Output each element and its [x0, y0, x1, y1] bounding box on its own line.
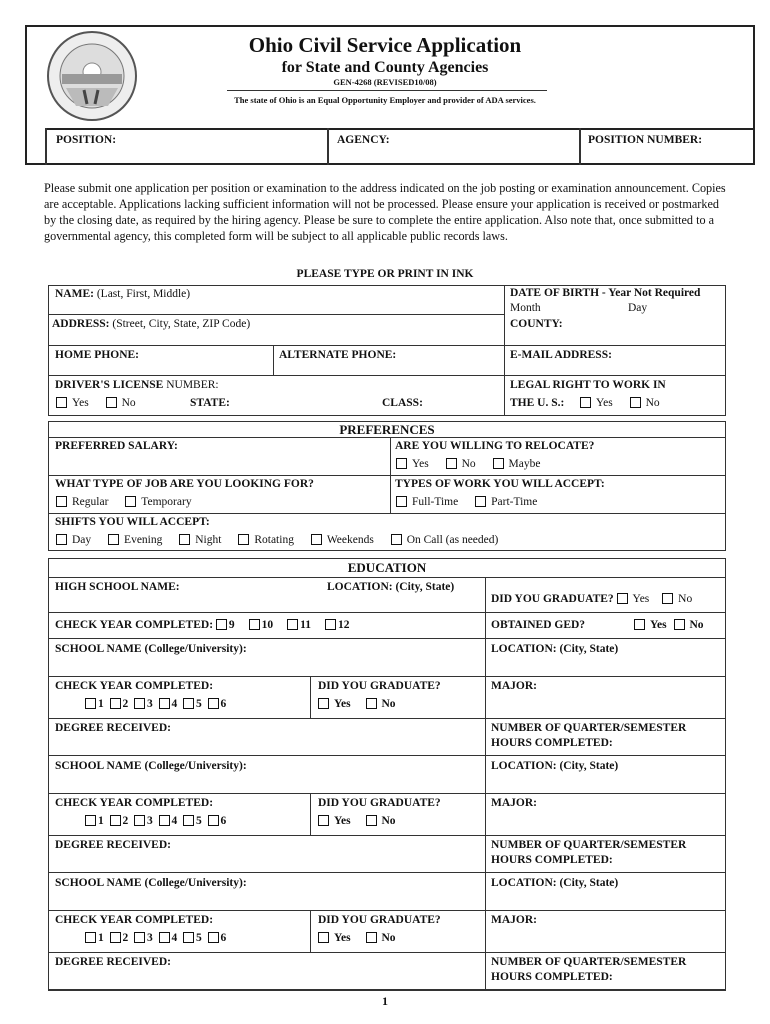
legal-right-label-1: LEGAL RIGHT TO WORK IN: [510, 379, 666, 391]
year-3-option[interactable]: [134, 815, 153, 827]
option-label: 5: [196, 698, 202, 710]
checkbox[interactable]: [318, 932, 329, 943]
license-yes-option[interactable]: [56, 397, 89, 409]
year-6-option[interactable]: [208, 932, 227, 944]
hs-year-11-option[interactable]: [287, 619, 311, 631]
license-label: [55, 379, 219, 391]
option-label: 2: [122, 815, 129, 827]
checkbox[interactable]: [108, 534, 119, 545]
option-label: Yes: [650, 619, 667, 631]
option-label: No: [381, 815, 396, 827]
college-school-label: SCHOOL NAME (College/University):: [55, 877, 247, 889]
checkbox[interactable]: [56, 397, 67, 408]
legal-right-yes-option[interactable]: [580, 397, 613, 409]
year-4-option[interactable]: [159, 698, 178, 710]
college-graduate-label: DID YOU GRADUATE?: [318, 680, 441, 692]
year-6-option[interactable]: [208, 698, 227, 710]
graduate-yes-option[interactable]: [318, 815, 351, 827]
ohio-seal-logo: [46, 30, 138, 122]
option-label: No: [381, 698, 396, 710]
option-label: Temporary: [141, 496, 192, 508]
option-label: On Call (as needed): [406, 534, 499, 546]
shift-evening-option[interactable]: [108, 534, 162, 546]
option-label: Maybe: [508, 458, 541, 470]
checkbox[interactable]: [396, 496, 407, 507]
checkbox[interactable]: [238, 534, 249, 545]
checkbox[interactable]: [208, 932, 219, 943]
college-graduate-options: [318, 815, 396, 827]
graduate-yes-option[interactable]: [318, 932, 351, 944]
license-no-option[interactable]: [106, 397, 136, 409]
license-options: [56, 397, 150, 409]
graduate-yes-option[interactable]: [318, 698, 351, 710]
header-rule: [227, 90, 547, 91]
checkbox[interactable]: [183, 698, 194, 709]
option-label: Yes: [334, 698, 351, 710]
dob-month-label: Month: [510, 302, 541, 314]
position-label: POSITION:: [56, 134, 117, 146]
work-type-full-time-option[interactable]: [396, 496, 458, 508]
option-label: No: [461, 458, 476, 470]
option-label: 2: [122, 698, 129, 710]
year-1-option[interactable]: [85, 698, 104, 710]
job-type-label: WHAT TYPE OF JOB ARE YOU LOOKING FOR?: [55, 478, 314, 490]
legal-right-options: [580, 397, 674, 409]
hs-graduate-label: [491, 593, 692, 605]
graduate-no-option[interactable]: [366, 698, 396, 710]
college-year-options: [85, 698, 226, 710]
option-label: No: [121, 397, 136, 409]
college-year-label: CHECK YEAR COMPLETED:: [55, 914, 214, 926]
college-hours-label-2: HOURS COMPLETED:: [491, 854, 613, 866]
checkbox[interactable]: [85, 815, 96, 826]
college-year-options: [85, 932, 226, 944]
option-label: Yes: [412, 458, 429, 470]
option-label: Yes: [334, 815, 351, 827]
checkbox[interactable]: [208, 815, 219, 826]
option-label: 10: [261, 619, 274, 631]
graduate-no-option[interactable]: [366, 932, 396, 944]
ged-yes-option[interactable]: [634, 619, 667, 631]
checkbox[interactable]: [475, 496, 486, 507]
checkbox[interactable]: [318, 698, 329, 709]
dob-day-label: Day: [628, 302, 648, 314]
checkbox[interactable]: [183, 815, 194, 826]
option-label: 4: [171, 698, 178, 710]
checkbox[interactable]: [396, 458, 407, 469]
option-label: 11: [300, 619, 312, 631]
option-label: 3: [147, 698, 153, 710]
year-2-option[interactable]: [110, 932, 129, 944]
checkbox[interactable]: [110, 815, 121, 826]
college-location-label: LOCATION: (City, State): [491, 877, 619, 889]
checkbox[interactable]: [318, 815, 329, 826]
alt-phone-label: ALTERNATE PHONE:: [279, 349, 397, 361]
option-label: 2: [122, 932, 129, 944]
hs-year-label: [55, 619, 364, 631]
option-label: 4: [171, 815, 178, 827]
option-label: 12: [338, 619, 350, 631]
checkbox[interactable]: [85, 932, 96, 943]
home-phone-label: HOME PHONE:: [55, 349, 140, 361]
instructions-paragraph: Please submit one application per position or examination to the address indicated on the job posting or examination announcement. Copies are acceptable. Applications lacking sufficient information will not be processed. Please ensure your application is received or postmarked by the closing date, as required by the hiring agency. Please be sure to complete the entire application. Also note that, once submitted to a governmental agency, this completed form will be subject to all applicable public records laws.: [44, 181, 726, 243]
hs-graduate-yes-option[interactable]: [617, 593, 650, 605]
checkbox[interactable]: [134, 698, 145, 709]
checkbox[interactable]: [287, 619, 298, 630]
checkbox[interactable]: [85, 698, 96, 709]
state-label: STATE:: [190, 397, 230, 409]
job-type-temporary-option[interactable]: [125, 496, 191, 508]
address-hint: (Street, City, State, ZIP Code): [112, 318, 251, 330]
hs-year-12-option[interactable]: [325, 619, 350, 631]
checkbox[interactable]: [366, 815, 377, 826]
checkbox[interactable]: [493, 458, 504, 469]
work-types-label: TYPES OF WORK YOU WILL ACCEPT:: [395, 478, 605, 490]
college-school-label: SCHOOL NAME (College/University):: [55, 760, 247, 772]
hs-year-10-option[interactable]: [249, 619, 274, 631]
relocate-no-option[interactable]: [446, 458, 476, 470]
college-major-label: MAJOR:: [491, 797, 537, 809]
checkbox[interactable]: [134, 932, 145, 943]
shift-night-option[interactable]: [179, 534, 221, 546]
year-1-option[interactable]: [85, 932, 104, 944]
checkbox[interactable]: [617, 593, 628, 604]
checkbox[interactable]: [311, 534, 322, 545]
hs-year-text: CHECK YEAR COMPLETED:: [55, 619, 214, 631]
checkbox[interactable]: [110, 932, 121, 943]
option-label: 6: [220, 815, 227, 827]
option-label: 6: [220, 698, 227, 710]
county-label: COUNTY:: [510, 318, 563, 330]
checkbox[interactable]: [159, 815, 170, 826]
address-label: [52, 318, 250, 330]
form-id: GEN-4268 (REVISED10/08): [333, 77, 437, 87]
college-graduate-options: [318, 698, 396, 710]
hs-graduate-text: DID YOU GRADUATE?: [491, 593, 614, 605]
year-4-option[interactable]: [159, 932, 178, 944]
class-label: CLASS:: [382, 397, 423, 409]
checkbox[interactable]: [674, 619, 685, 630]
job-type-regular-option[interactable]: [56, 496, 108, 508]
checkbox[interactable]: [183, 932, 194, 943]
checkbox[interactable]: [125, 496, 136, 507]
relocate-yes-option[interactable]: [396, 458, 429, 470]
option-label: Yes: [334, 932, 351, 944]
form-subtitle: for State and County Agencies: [281, 59, 489, 76]
shift-day-option[interactable]: [56, 534, 91, 546]
legal-right-label-2: THE U. S.:: [510, 397, 565, 409]
legal-right-no-option[interactable]: [630, 397, 660, 409]
work-type-options: [396, 496, 551, 508]
job-type-options: [56, 496, 206, 508]
name-hint: (Last, First, Middle): [96, 288, 191, 300]
shift-on-call-option[interactable]: [391, 534, 499, 546]
option-label: 5: [196, 815, 202, 827]
name-label: [55, 288, 190, 300]
college-graduate-label: DID YOU GRADUATE?: [318, 914, 441, 926]
checkbox[interactable]: [179, 534, 190, 545]
option-label: 3: [147, 815, 153, 827]
dob-label: DATE OF BIRTH - Year Not Required: [510, 287, 701, 299]
preferences-title: PREFERENCES: [339, 422, 435, 437]
option-label: Yes: [632, 593, 650, 605]
checkbox[interactable]: [216, 619, 227, 630]
college-major-label: MAJOR:: [491, 914, 537, 926]
option-label: No: [645, 397, 660, 409]
relocate-label: ARE YOU WILLING TO RELOCATE?: [395, 440, 595, 452]
college-hours-label-1: NUMBER OF QUARTER/SEMESTER: [491, 839, 687, 851]
option-label: Part-Time: [491, 496, 538, 508]
relocate-maybe-option[interactable]: [493, 458, 541, 470]
college-graduate-options: [318, 932, 396, 944]
option-label: No: [689, 619, 704, 631]
college-location-label: LOCATION: (City, State): [491, 760, 619, 772]
checkbox[interactable]: [134, 815, 145, 826]
form-title: Ohio Civil Service Application: [248, 33, 522, 57]
year-2-option[interactable]: [110, 698, 129, 710]
option-label: 9: [228, 619, 235, 631]
option-label: Full-Time: [412, 496, 459, 508]
checkbox[interactable]: [249, 619, 260, 630]
option-label: No: [678, 593, 693, 605]
option-label: 5: [196, 932, 202, 944]
year-6-option[interactable]: [208, 815, 227, 827]
salary-label: PREFERRED SALARY:: [55, 440, 178, 452]
year-3-option[interactable]: [134, 698, 153, 710]
college-hours-label-2: HOURS COMPLETED:: [491, 737, 613, 749]
shift-weekends-option[interactable]: [311, 534, 374, 546]
year-5-option[interactable]: [183, 932, 202, 944]
checkbox[interactable]: [580, 397, 591, 408]
name-label-text: NAME:: [55, 288, 94, 300]
high-school-label: HIGH SCHOOL NAME:: [55, 581, 180, 593]
checkbox[interactable]: [110, 698, 121, 709]
page-number: 1: [382, 994, 388, 1008]
ink-notice: PLEASE TYPE OR PRINT IN INK: [296, 268, 474, 280]
year-3-option[interactable]: [134, 932, 153, 944]
option-label: Rotating: [254, 534, 294, 546]
option-label: 3: [147, 932, 153, 944]
college-hours-label-1: NUMBER OF QUARTER/SEMESTER: [491, 956, 687, 968]
option-label: 1: [98, 932, 104, 944]
college-location-label: LOCATION: (City, State): [491, 643, 619, 655]
hs-graduate-no-option[interactable]: [662, 593, 692, 605]
checkbox[interactable]: [366, 698, 377, 709]
hs-year-9-option[interactable]: [216, 619, 235, 631]
college-year-options: [85, 815, 226, 827]
checkbox[interactable]: [159, 698, 170, 709]
ged-options: [634, 619, 704, 631]
college-school-label: SCHOOL NAME (College/University):: [55, 643, 247, 655]
option-label: 6: [220, 932, 227, 944]
college-major-label: MAJOR:: [491, 680, 537, 692]
ged-no-option[interactable]: [674, 619, 704, 631]
license-number-label: NUMBER:: [166, 379, 219, 391]
option-label: Yes: [72, 397, 89, 409]
license-label-text: DRIVER'S LICENSE: [55, 379, 164, 391]
checkbox[interactable]: [159, 932, 170, 943]
shift-rotating-option[interactable]: [238, 534, 294, 546]
year-2-option[interactable]: [110, 815, 129, 827]
hs-location-label: LOCATION: (City, State): [327, 581, 455, 593]
option-label: No: [381, 932, 396, 944]
college-year-label: CHECK YEAR COMPLETED:: [55, 680, 214, 692]
college-degree-label: DEGREE RECEIVED:: [55, 722, 171, 734]
option-label: Regular: [72, 496, 109, 508]
option-label: Yes: [596, 397, 613, 409]
checkbox[interactable]: [446, 458, 457, 469]
option-label: 1: [98, 698, 104, 710]
college-year-label: CHECK YEAR COMPLETED:: [55, 797, 214, 809]
relocate-options: [396, 458, 554, 470]
checkbox[interactable]: [56, 534, 67, 545]
year-4-option[interactable]: [159, 815, 178, 827]
checkbox[interactable]: [662, 593, 673, 604]
agency-label: AGENCY:: [337, 134, 390, 146]
eeo-statement: The state of Ohio is an Equal Opportunity Employer and provider of ADA services.: [234, 95, 536, 105]
checkbox[interactable]: [634, 619, 645, 630]
checkbox[interactable]: [106, 397, 117, 408]
college-graduate-label: DID YOU GRADUATE?: [318, 797, 441, 809]
position-number-label: POSITION NUMBER:: [588, 134, 703, 146]
checkbox[interactable]: [391, 534, 402, 545]
name-address-divider: [48, 314, 505, 315]
shifts-label: SHIFTS YOU WILL ACCEPT:: [55, 516, 210, 528]
checkbox[interactable]: [630, 397, 641, 408]
option-label: Weekends: [326, 534, 374, 546]
option-label: Night: [195, 534, 222, 546]
college-hours-label-1: NUMBER OF QUARTER/SEMESTER: [491, 722, 687, 734]
option-label: Day: [72, 534, 92, 546]
option-label: Evening: [124, 534, 163, 546]
option-label: 1: [98, 815, 104, 827]
checkbox[interactable]: [208, 698, 219, 709]
year-1-option[interactable]: [85, 815, 104, 827]
education-title: EDUCATION: [347, 560, 427, 575]
shift-options: [56, 534, 512, 546]
college-degree-label: DEGREE RECEIVED:: [55, 956, 171, 968]
year-5-option[interactable]: [183, 815, 202, 827]
college-hours-label-2: HOURS COMPLETED:: [491, 971, 613, 983]
email-label: E-MAIL ADDRESS:: [510, 349, 612, 361]
checkbox[interactable]: [56, 496, 67, 507]
address-label-text: ADDRESS:: [52, 318, 110, 330]
graduate-no-option[interactable]: [366, 815, 396, 827]
ged-label: OBTAINED GED?: [491, 619, 586, 631]
checkbox[interactable]: [366, 932, 377, 943]
option-label: 4: [171, 932, 178, 944]
college-degree-label: DEGREE RECEIVED:: [55, 839, 171, 851]
year-5-option[interactable]: [183, 698, 202, 710]
work-type-part-time-option[interactable]: [475, 496, 537, 508]
checkbox[interactable]: [325, 619, 336, 630]
